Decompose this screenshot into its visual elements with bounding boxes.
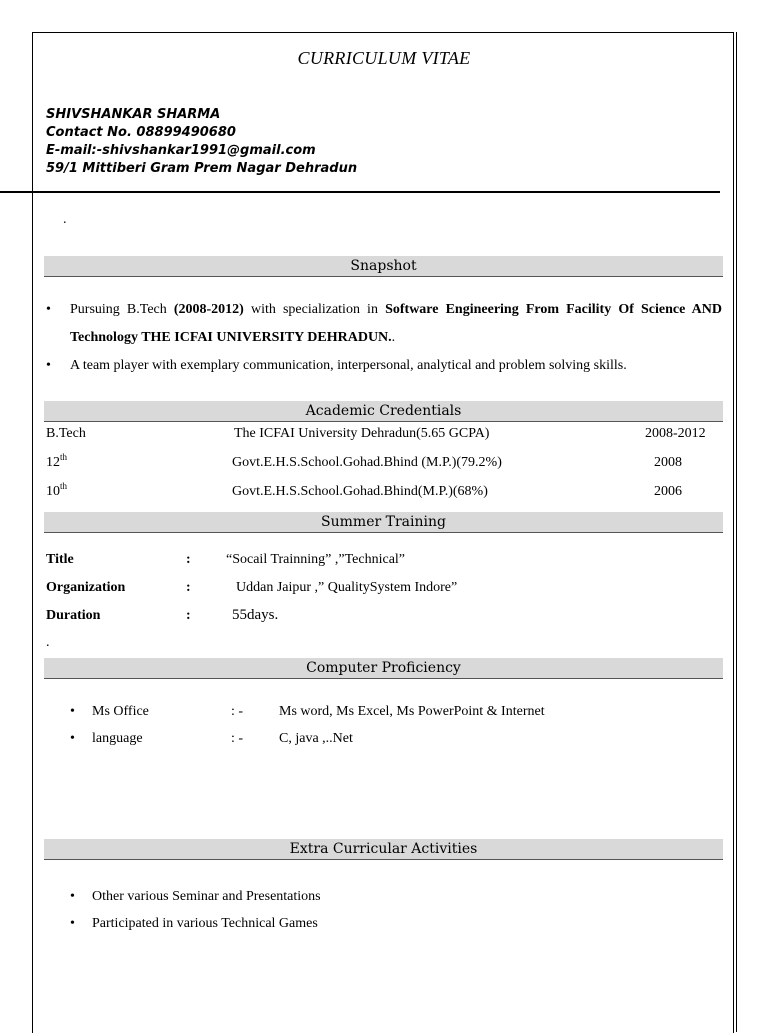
academic-institute-3: Govt.E.H.S.School.Gohad.Bhind(M.P.)(68%)	[232, 484, 488, 499]
extra-item-1: • Other various Seminar and Presentations	[92, 889, 321, 905]
candidate-name: SHIVSHANKAR SHARMA	[46, 107, 221, 122]
section-academic: Academic Credentials	[44, 401, 723, 422]
academic-year-2: 2008	[654, 455, 682, 470]
academic-institute-1: The ICFAI University Dehradun(5.65 GCPA)	[234, 426, 490, 441]
stray-dot-2: .	[46, 635, 50, 650]
snapshot-list	[46, 296, 722, 380]
computer-item-value-2: C, java ,..Net	[279, 731, 353, 746]
section-computer: Computer Proficiency	[44, 658, 723, 679]
contact-email: E-mail:-shivshankar1991@gmail.com	[46, 143, 316, 158]
academic-year-3: 2006	[654, 484, 682, 499]
snapshot-item-1: • Pursuing B.Tech (2008-2012) with specialization in Software Engineering From Facility Of Science AND Technology THE ICFAI UNIVERSITY DEHRADUN..	[46, 296, 722, 352]
contact-block	[46, 106, 357, 178]
computer-item-sep-2: : -	[231, 731, 244, 746]
snapshot-item-2: • A team player with exemplary communication, interpersonal, analytical and problem solving skills.	[46, 352, 722, 380]
training-duration-label: Duration	[46, 608, 101, 623]
training-org-label: Organization	[46, 580, 126, 595]
training-title-colon: :	[186, 552, 191, 567]
computer-item-value-1: Ms word, Ms Excel, Ms PowerPoint & Internet	[279, 704, 545, 719]
contact-phone: Contact No. 08899490680	[46, 125, 236, 140]
training-duration-colon: :	[186, 608, 191, 623]
training-org-value: Uddan Jaipur ,” QualitySystem Indore”	[236, 580, 458, 595]
training-duration-value: 55days.	[232, 607, 279, 623]
academic-institute-2: Govt.E.H.S.School.Gohad.Bhind (M.P.)(79.2%)	[232, 455, 502, 470]
extra-item-2: • Participated in various Technical Games	[92, 916, 318, 932]
training-org-colon: :	[186, 580, 191, 595]
academic-year-1: 2008-2012	[645, 426, 706, 441]
computer-item-label-2: • language	[92, 731, 143, 747]
computer-item-sep-1: : -	[231, 704, 244, 719]
contact-address: 59/1 Mittiberi Gram Prem Nagar Dehradun	[46, 161, 358, 176]
academic-degree-1: B.Tech	[46, 426, 86, 441]
section-training: Summer Training	[44, 512, 723, 533]
computer-item-label-1: • Ms Office	[92, 704, 149, 720]
academic-degree-3: 10th	[46, 481, 68, 499]
document-title: CURRICULUM VITAE	[297, 48, 471, 68]
training-title-value: “Socail Trainning” ,”Technical”	[226, 552, 406, 567]
academic-degree-2: 12th	[46, 452, 68, 470]
section-extra: Extra Curricular Activities	[44, 839, 723, 860]
section-snapshot: Snapshot	[44, 256, 723, 277]
header-divider	[0, 191, 720, 193]
stray-dot: .	[63, 212, 67, 227]
training-title-label: Title	[46, 552, 74, 567]
page-border-right	[736, 32, 737, 1032]
